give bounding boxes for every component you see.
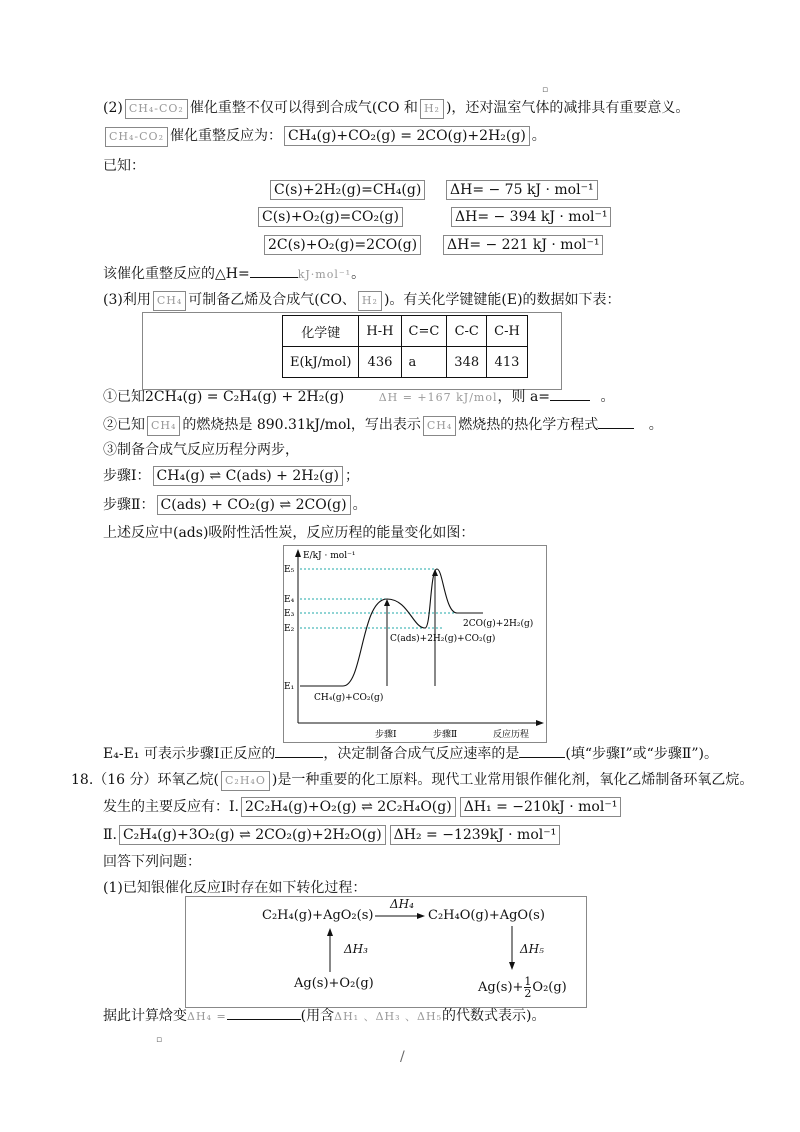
th-ch: C-H — [487, 316, 528, 347]
dh-ask: 该催化重整反应的△H= — [103, 266, 250, 282]
dh-unit: kJ·mol⁻¹ — [297, 268, 352, 281]
q1-eq: 2CH₄(g) = C₂H₄(g) + 2H₂(g) — [145, 389, 345, 405]
frac-den: 2 — [524, 987, 532, 1000]
q1-dh: ΔH = +167 kJ/mol — [378, 391, 498, 404]
calc-b: (用含 — [300, 1008, 335, 1024]
eq2: C(s)+O₂(g)=CO₂(g) — [258, 207, 403, 227]
main-reactions-label: 发生的主要反应有：I. — [103, 799, 239, 815]
step1-label: 步骤Ⅰ： — [103, 468, 151, 484]
known-dh-3 — [441, 235, 605, 255]
th-hh: H-H — [359, 316, 401, 347]
calc-line — [103, 1005, 545, 1027]
step1-eq: CH₄(g) ⇌ C(ads) + 2H₂(g) — [153, 466, 343, 486]
td-cc: 348 — [447, 347, 487, 378]
q18-head — [71, 770, 753, 791]
x-step1: 步骤Ⅰ — [375, 730, 397, 740]
p2-line2-end: 。 — [531, 128, 546, 144]
sub1-label: (1)已知银催化反应Ⅰ时存在如下转化过程： — [103, 880, 367, 896]
table-data-row — [283, 347, 528, 378]
th-bond: 化学键 — [283, 316, 359, 347]
dh3-label: ΔH₃ — [344, 942, 368, 956]
p2-line1 — [103, 98, 689, 119]
known-dh-2 — [449, 207, 613, 227]
e1-label: E₁ — [284, 682, 295, 692]
dh1: ΔH= − 75 kJ · mol⁻¹ — [446, 180, 598, 200]
label-mid: C(ads)+2H₂(g)+CO₂(g) — [390, 634, 496, 644]
r2-line — [103, 825, 562, 845]
td-energy: E(kJ/mol) — [283, 347, 359, 378]
tail-line — [103, 743, 718, 764]
x-axis-label: 反应历程 — [493, 730, 530, 740]
ch4-co2-box: CH₄-CO₂ — [125, 99, 188, 119]
top-mark: ▫ — [542, 85, 549, 95]
thermo-eq-blank[interactable] — [598, 414, 634, 429]
r1-eq: 2C₂H₄(g)+O₂(g) ⇌ 2C₂H₄O(g) — [241, 797, 456, 817]
q2-a: ②已知 — [103, 417, 145, 433]
calc-c: ΔH₁ 、ΔH₃ 、ΔH₅ — [334, 1010, 442, 1023]
q1-a: ①已知 — [103, 389, 145, 405]
x-axis-arrow — [536, 720, 544, 726]
dh4-label: ΔH₄ — [390, 897, 414, 911]
dh3-arrowhead — [327, 928, 333, 936]
reform-equation: CH₄(g)+CO₂(g) = 2CO(g)+2H₂(g) — [284, 126, 530, 146]
epoxide-box: C₂H₄O — [221, 771, 270, 791]
dh5-label: ΔH₅ — [520, 942, 544, 956]
bond-energy-table — [282, 315, 528, 378]
step2-arrowhead — [432, 569, 438, 576]
step1-line — [103, 466, 359, 486]
dh2: ΔH= − 394 kJ · mol⁻¹ — [451, 207, 611, 227]
p2-text1: 催化重整不仅可以得到合成气(CO 和 — [189, 100, 418, 116]
r1-line — [103, 797, 623, 817]
dh-question — [103, 263, 365, 285]
q2-ch4-box: CH₄ — [147, 416, 180, 436]
q2-c: 燃烧热的热化学方程式 — [458, 417, 599, 433]
tail-b: ，决定制备合成气反应速率的是 — [323, 746, 520, 762]
dh3: ΔH= − 221 kJ · mol⁻¹ — [443, 235, 603, 255]
e4-label: E₄ — [284, 595, 295, 605]
bottom-mark: ▫ — [156, 1035, 163, 1045]
q18-num: 18. — [71, 772, 94, 788]
dh4-eq: ΔH₄ = — [187, 1010, 227, 1023]
cycle-bottom-left: Ag(s)+O₂(g) — [294, 976, 374, 991]
p3-intro-c: )。有关化学键键能(E)的数据如下表： — [383, 292, 621, 308]
dh-blank[interactable] — [250, 263, 298, 278]
step2-line — [103, 495, 367, 515]
q18-head-a: （16 分）环氧乙烷( — [93, 772, 219, 788]
p3-intro-b: 可制备乙烯及合成气(CO、 — [188, 292, 356, 308]
br-a: Ag(s)+ — [478, 980, 524, 995]
a-blank[interactable] — [550, 386, 590, 401]
step1-arrowhead — [384, 599, 390, 606]
q3-line: ③制备合成气反应历程分两步， — [103, 442, 299, 458]
e2-label: E₂ — [284, 624, 295, 634]
y-axis-arrow — [295, 549, 301, 557]
r1-dh: ΔH₁ = −210kJ · mol⁻¹ — [460, 797, 622, 817]
step1-end: ； — [344, 468, 359, 484]
h2-box: H₂ — [420, 99, 444, 119]
q2-end: 。 — [648, 417, 663, 433]
table-header-row — [283, 316, 528, 347]
rate-step-blank[interactable] — [519, 743, 565, 758]
dh4-blank[interactable] — [227, 1005, 301, 1020]
p2-reform-text: 催化重整反应为： — [169, 128, 282, 144]
step2-label: 步骤Ⅱ： — [103, 497, 155, 513]
td-cc-double: a — [401, 347, 447, 378]
br-b: O₂(g) — [532, 980, 567, 995]
p2-text2: )，还对温室气体的减排具有重要意义。 — [445, 100, 690, 116]
label-start: CH₄(g)+CO₂(g) — [314, 693, 384, 703]
dh4-arrowhead — [417, 913, 425, 919]
eq3: 2C(s)+O₂(g)=2CO(g) — [264, 235, 421, 255]
q2-ch4-box-2: CH₄ — [423, 416, 456, 436]
ads-note: 上述反应中(ads)吸附性活性炭，反应历程的能量变化如图： — [103, 525, 475, 541]
label-end: 2CO(g)+2H₂(g) — [463, 619, 534, 629]
cycle-top-right: C₂H₄O(g)+AgO(s) — [428, 908, 545, 923]
td-ch: 413 — [487, 347, 528, 378]
energy-diagram — [283, 545, 547, 743]
q2-b: 的燃烧热是 890.31kJ/mol，写出表示 — [182, 417, 421, 433]
page-mark: / — [400, 1049, 405, 1065]
dh5-arrowhead — [509, 962, 515, 970]
e5-label: E₅ — [284, 565, 295, 575]
cycle-top-left: C₂H₄(g)+AgO₂(s) — [262, 908, 374, 923]
h2-box-2: H₂ — [358, 291, 382, 311]
energy-curve — [300, 569, 483, 686]
r2-label: Ⅱ. — [103, 827, 117, 843]
ch4-box: CH₄ — [153, 291, 186, 311]
cycle-arrows — [185, 896, 585, 1006]
q1-b: ，则 a= — [497, 389, 551, 405]
ch4-co2-box-2: CH₄-CO₂ — [105, 127, 168, 147]
r2-dh: ΔH₂ = −1239kJ · mol⁻¹ — [390, 825, 561, 845]
r2-eq: C₂H₄(g)+3O₂(g) ⇌ 2CO₂(g)+2H₂O(g) — [119, 825, 386, 845]
calc-a: 据此计算焓变 — [103, 1008, 187, 1024]
e3-label: E₃ — [284, 609, 295, 619]
q18-head-b: )是一种重要的化工原料。现代工业常用银作催化剂，氧化乙烯制备环氧乙烷。 — [271, 772, 754, 788]
p3-intro — [103, 290, 621, 311]
tail-c: (填“步骤Ⅰ”或“步骤Ⅱ”)。 — [565, 746, 718, 762]
known-eq-3 — [262, 235, 423, 255]
td-hh: 436 — [359, 347, 401, 378]
diagram-frame — [284, 546, 547, 743]
dh-end: 。 — [351, 266, 366, 282]
e4e1-blank[interactable] — [275, 743, 323, 758]
step2-end: 。 — [352, 497, 367, 513]
x-step2: 步骤Ⅱ — [433, 730, 458, 740]
q1-line — [103, 386, 614, 408]
calc-d: 的代数式表示)。 — [441, 1008, 546, 1024]
y-axis-label: E/kJ · mol⁻¹ — [303, 551, 356, 561]
frac-num: 1 — [524, 975, 532, 988]
q2-line — [103, 414, 663, 436]
known-label: 已知： — [103, 158, 145, 174]
known-eq-1 — [268, 180, 427, 200]
known-dh-1 — [444, 180, 600, 200]
th-cc-double: C=C — [401, 316, 447, 347]
tail-a: E₄-E₁ 可表示步骤Ⅰ正反应的 — [103, 746, 276, 762]
th-cc: C-C — [447, 316, 487, 347]
answer-label: 回答下列问题： — [103, 854, 201, 870]
q1-end: 。 — [600, 389, 615, 405]
eq1: C(s)+2H₂(g)=CH₄(g) — [270, 180, 425, 200]
p2-line2 — [103, 126, 546, 147]
known-eq-2 — [256, 207, 405, 227]
p3-intro-a: (3)利用 — [103, 292, 151, 308]
step2-eq: C(ads) + CO₂(g) ⇌ 2CO(g) — [157, 495, 351, 515]
p2-num: (2) — [103, 100, 123, 116]
